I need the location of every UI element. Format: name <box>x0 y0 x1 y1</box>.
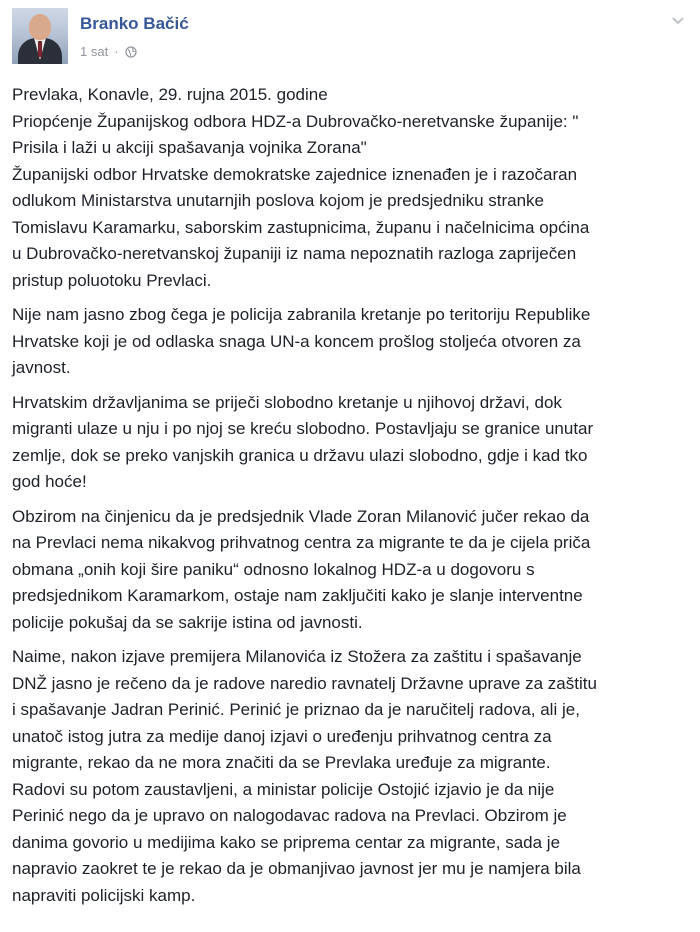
post-body <box>12 82 690 917</box>
post-text-line: DNŽ jasno je rečeno da je radove naredio ravnatelj Državne uprave za zaštitu <box>12 673 597 693</box>
post-text-line: Obzirom na činjenicu da je predsjednik Vlade Zoran Milanović jučer rekao da <box>12 506 590 526</box>
post-text-line: Županijski odbor Hrvatske demokratske zajednice iznenađen je i razočaran <box>12 164 578 184</box>
post-text-line: predsjednikom Karamarkom, ostaje nam zaključiti kako je slanje interventne <box>12 586 583 605</box>
post-paragraph <box>12 644 690 909</box>
post-text-line: Naime, nakon izjave premijera Milanovića iz Stožera za zaštitu i spašavanje <box>12 647 582 666</box>
post-text-line: Radovi su potom zaustavljeni, a ministar policije Ostojić izjavio je da nije <box>12 779 555 799</box>
post-header <box>12 8 688 68</box>
post-text-line: migranti ulaze u nju i po njoj se kreću slobodno. Postavljaju se granice unutar <box>12 419 594 438</box>
post-text-line: napraviti policijski kamp. <box>12 885 196 905</box>
author-name[interactable]: Branko Bačić <box>80 14 189 33</box>
post-text-line: na Prevlaci nema nikakvog prihvatnog centra za migrante te da je cijela priča <box>12 533 591 552</box>
post-paragraph <box>12 302 690 382</box>
post-text-line: Hrvatske koji je od odlaska snaga UN-a koncem prošlog stoljeća otvoren za <box>12 331 581 351</box>
post-text-line: odlukom Ministarstva unutarnjih poslova kojom je predsjedniku stranke <box>12 191 544 210</box>
post-text-line: unatoč istog jutra za medije danoj izjavi o uređenju prihvatnog centra za <box>12 726 552 746</box>
post-text-line: javnost. <box>12 358 71 377</box>
post-paragraph <box>12 390 690 496</box>
meta-separator: · <box>114 44 119 59</box>
avatar-face <box>29 14 51 40</box>
post-meta <box>80 44 137 59</box>
post-text-line: Nije nam jasno zbog čega je policija zabranila kretanje po teritoriju Republike <box>12 305 591 324</box>
post-text-line: Tomislavu Karamarku, saborskim zastupnicima, županu i načelnicima općina <box>12 217 590 237</box>
post-text-line: obmana „onih koji šire paniku“ odnosno lokalnog HDZ-a u dogovoru s <box>12 559 535 579</box>
post-text-line: pristup poluotoku Prevlaci. <box>12 270 212 290</box>
post-text-line: Priopćenje Županijskog odbora HDZ-a Dubrovačko-neretvanske županije: " <box>12 111 579 131</box>
post-text-line: u Dubrovačko-neretvanskoj županiji iz nama nepoznatih razloga zapriječen <box>12 244 577 263</box>
post-text-line: danima govorio u medijima kako se priprema centar za migrante, sada je <box>12 832 561 852</box>
post-text-line: migrante, rekao da ne mora značiti da se Prevlaka uređuje za migrante. <box>12 753 551 772</box>
post-text-line: Hrvatskim državljanima se priječi slobodno kretanje u njihovoj državi, dok <box>12 392 562 412</box>
post-text-line: policije pokušaj da se sakrije istina od javnosti. <box>12 612 363 632</box>
post-paragraph <box>12 82 690 294</box>
post-text-line: Prevlaka, Konavle, 29. rujna 2015. godine <box>12 85 328 104</box>
avatar-tie <box>38 41 42 57</box>
post-text-line: Perinić nego da je upravo on nalogodavac radova na Prevlaci. Obzirom je <box>12 806 567 825</box>
avatar[interactable] <box>12 8 68 64</box>
globe-icon <box>125 46 137 58</box>
post-text-line: zemlje, dok se preko vanjskih granica u državu ulazi slobodno, gdje i kad tko <box>12 445 588 465</box>
post-text-line: Prisila i laži u akciji spašavanja vojnika Zorana" <box>12 138 367 157</box>
post-text-line: i spašavanje Jadran Perinić. Perinić je priznao da je naručitelj radova, ali je, <box>12 700 580 719</box>
chevron-down-icon[interactable] <box>670 12 686 28</box>
post-text-line: napravio zaokret te je rekao da je obmanjivao javnost jer mu je namjera bila <box>12 859 581 878</box>
post-text-line: god hoće! <box>12 472 87 491</box>
post-timestamp[interactable]: 1 sat <box>80 44 109 59</box>
post-paragraph <box>12 504 690 637</box>
